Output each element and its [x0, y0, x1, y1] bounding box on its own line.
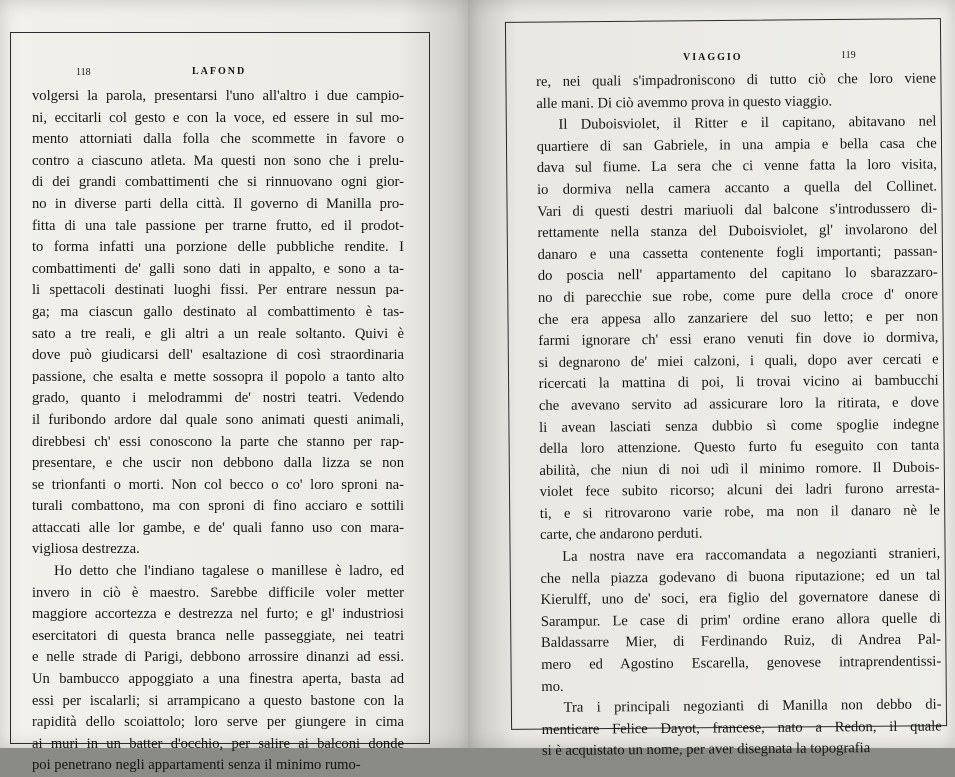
right-page [468, 0, 955, 760]
text-line: rettamente nella stanza del Duboisviolet, gl' involarono del [537, 221, 938, 242]
text-line: mero ed Agostino Escarella, genovese intraprendentissi- [541, 653, 942, 674]
text-line: si degnarono de' miei calzoni, i quali, dopo aver cercati e [538, 351, 939, 371]
text-line: li avean lasciati senza dubbio sì come spoglie indegne [539, 415, 940, 436]
text-line: Un bambucco appoggiato a una finestra aperta, basta ad [32, 671, 404, 688]
text-line: no di parecchie sue robe, come pure della croce d' onore [537, 286, 939, 306]
right-running-head: VIAGGIO [683, 52, 743, 63]
left-page-number: 118 [76, 67, 91, 78]
text-line: carte, che andarono perduti. [539, 526, 703, 544]
text-line: che nella piazza godevano di buona riputazione; ed un tal [540, 567, 941, 587]
text-line: combattimenti de' galli sono dati in appalto, e sono a ta- [32, 260, 404, 277]
text-line: grado, quanto i melodrammi de' nostri teatri. Vedendo [32, 390, 404, 407]
text-line: quartiere di san Gabriele, in una ampia e bella casa che [536, 135, 937, 155]
left-page-text [32, 86, 404, 777]
text-line: direbbesi ch' essi conoscono la parte che stanno per rap- [32, 433, 404, 450]
text-line: Il Duboisviolet, il Ritter e il capitano, abitavano nel [558, 113, 937, 133]
text-line: do poscia nell' appartamento del capitano lo sbarazzaro- [537, 264, 938, 285]
text-line: passione, che esalta e mette sossopra il popolo a tanto alto [32, 368, 404, 385]
text-line: La nostra nave era raccomandata a negozianti stranieri, [562, 545, 941, 565]
text-line: Kierulff, uno de' soci, era figlio del governatore danese di [540, 588, 941, 609]
text-line: invero in ciò è maestro. Sarebbe difficile voler metter [32, 584, 404, 601]
text-line: e nelle strade di Parigi, debbono arrossire dinanzi ad essi. [32, 649, 404, 666]
text-line: menticare Felice Dayot, francese, nato a Redon, il quale [541, 718, 942, 738]
text-line: Ho detto che l'indiano tagalese o manillese è ladro, ed [54, 563, 404, 580]
text-line: se trionfanti o morti. Non col becco o co' loro sproni na- [32, 476, 404, 493]
left-running-head: LAFOND [192, 66, 247, 77]
text-line: turali combattono, ma con sproni di fino acciaro e sottili [32, 498, 404, 515]
text-line: della loro attenzione. Questo furto fu eseguito con tanta [539, 437, 940, 458]
text-line: violet fece subito ricorso; alcuni dei ladri furono arresta- [539, 480, 940, 501]
text-line: che era appesa allo zanzariere del suo letto; e per non [538, 308, 939, 328]
text-line: sato a tre reali, e gli altri a un reale soltanto. Quivi è [32, 325, 404, 342]
text-line: rapidità dello scoiattolo; loro serve per giungere in cima [32, 714, 404, 731]
text-line: farmi ignorare ch' essi erano venuti fin dove io dormiva, [538, 329, 939, 350]
text-line: contro a ciascuno atleta. Ma questi non sono che i prelu- [32, 152, 404, 169]
text-line: attaccati alle lor gambe, e de' quali fanno uso con mara- [32, 519, 404, 536]
text-line: maggiore accortezza e destrezza nel furto; e gl' industriosi [32, 606, 404, 623]
text-line: Vari di questi destri mariuoli dal balcone s'introdussero di- [537, 200, 938, 220]
text-line: mo. [541, 678, 564, 695]
right-page-number: 119 [841, 50, 856, 61]
text-line: il furibondo ardore dal quale sono animati questi animali, [32, 411, 404, 428]
text-line: volgersi la parola, presentarsi l'uno all'altro i due campio- [32, 88, 404, 104]
text-line: ga; ma ciascun gallo destinato al combattimento è tas- [32, 303, 404, 320]
text-line: fitta di una tale passione per trarne frutto, ed il prodot- [32, 217, 404, 234]
text-line: to forma infatti una porzione delle pubbliche rendite. I [32, 239, 404, 256]
text-line: mento attorniati dalla folla che scommette in favore o [32, 131, 404, 148]
text-line: alle mani. Di ciò avemmo prova in questo viaggio. [536, 93, 833, 112]
text-line: dava sul fiume. La sera che ci venne fatta la loro visita, [536, 156, 937, 177]
text-line: di dei grandi combattimenti che si rinnuovano ogni gior- [32, 174, 404, 191]
text-line: no in diverse parti della città. Il governo di Manilla pro- [32, 195, 404, 212]
text-line: esercitatori di questa branca nelle passeggiate, nei teatri [32, 627, 404, 644]
text-line: ni, eccitarli col gesto e con la voce, ed essere in sul mo- [32, 109, 404, 126]
text-line: poi penetrano negli appartamenti senza il minimo rumo- [32, 757, 361, 774]
text-line: ti, e si ritrovarono varie robe, ma non il danaro nè le [539, 502, 940, 522]
text-line: vigliosa destrezza. [32, 541, 140, 558]
text-line: ai muri in un batter d'occhio, per salire ai balconi donde [32, 735, 404, 752]
text-line: ricercati la mattina di poi, li trovai vicino ai bambucchi [538, 372, 939, 393]
text-line: re, nei quali s'impadroniscono di tutto ciò che loro viene [536, 70, 937, 90]
text-line: essi per iscalarli; si arrampicano a questo bastone con la [32, 692, 404, 709]
text-line: Baldassarre Mier, di Ferdinando Ruiz, di Andrea Pal- [540, 631, 942, 652]
text-line: presentare, e che uscir non debbono dalla lizza se non [32, 455, 404, 472]
text-line: che avevano servito ad assicurare loro la ritirata, e dove [538, 394, 939, 414]
text-line: li spettacoli destinati luoghi fissi. Per entrare nessun pa- [32, 282, 404, 299]
text-line: si è acquistato un nome, per aver disegnata la topografia [541, 740, 871, 760]
text-line: danaro e una cassetta contenente fogli importanti; passan- [537, 243, 938, 263]
text-line: io dormiva nella camera accanto a quella del Collinet. [536, 178, 938, 198]
left-page [0, 0, 470, 774]
text-line: abilità, che niun di noi udì il minimo romore. Il Dubois- [539, 459, 940, 479]
right-page-text [536, 69, 942, 763]
text-line: Tra i principali negozianti di Manilla non debbo di- [563, 696, 942, 717]
text-line: Sarampur. Le case di prim' ordine erano allora quelle di [540, 610, 941, 630]
text-line: dove può giudicarsi dell' esaltazione di così straordinaria [32, 347, 404, 364]
